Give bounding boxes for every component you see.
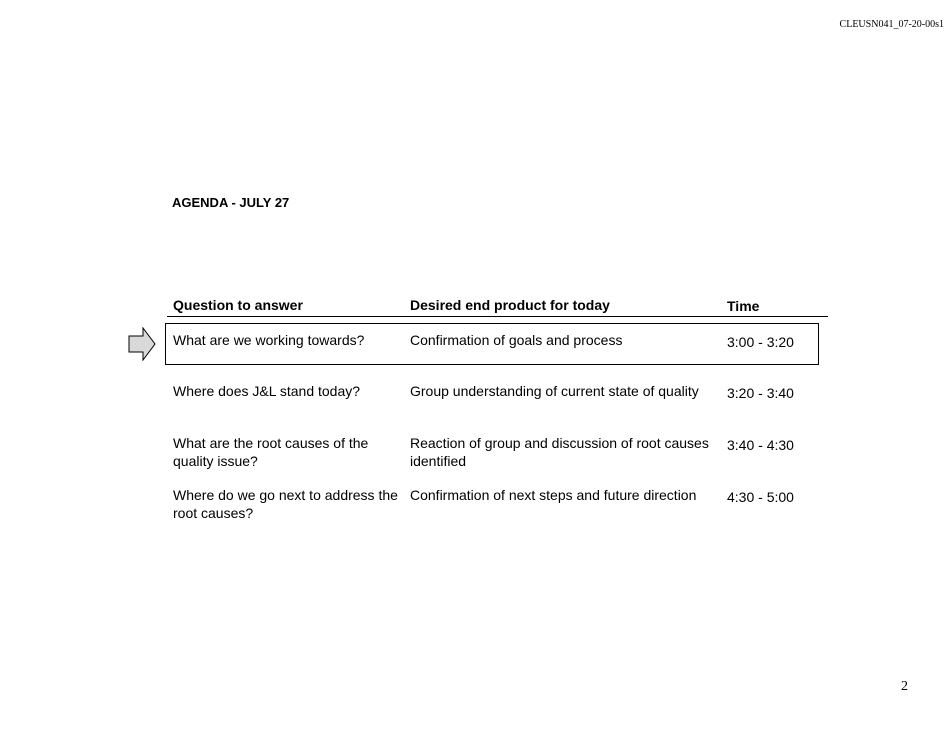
header-product: Desired end product for today <box>410 297 610 313</box>
page-number: 2 <box>901 679 908 694</box>
row-product: Confirmation of goals and process <box>410 332 623 348</box>
header-question: Question to answer <box>173 297 303 313</box>
row-question: Where do we go next to address the root causes? <box>173 487 398 521</box>
row-question: Where does J&L stand today? <box>173 383 361 399</box>
row-time: 3:20 - 3:40 <box>727 385 794 401</box>
row-time: 3:00 - 3:20 <box>727 334 794 350</box>
row-product: Group understanding of current state of quality <box>410 383 699 399</box>
right-arrow-icon <box>128 327 156 361</box>
header-divider <box>167 316 828 317</box>
page-title: AGENDA - JULY 27 <box>172 195 290 210</box>
row-question: What are the root causes of the quality issue? <box>173 435 369 469</box>
row-time: 3:40 - 4:30 <box>727 437 794 453</box>
row-time: 4:30 - 5:00 <box>727 489 794 505</box>
row-question: What are we working towards? <box>173 332 365 348</box>
header-time: Time <box>727 298 760 314</box>
row-product: Reaction of group and discussion of root causes identified <box>410 435 709 469</box>
document-id: CLEUSN041_07-20-00s1 <box>839 19 944 30</box>
row-product: Confirmation of next steps and future direction <box>410 487 697 503</box>
